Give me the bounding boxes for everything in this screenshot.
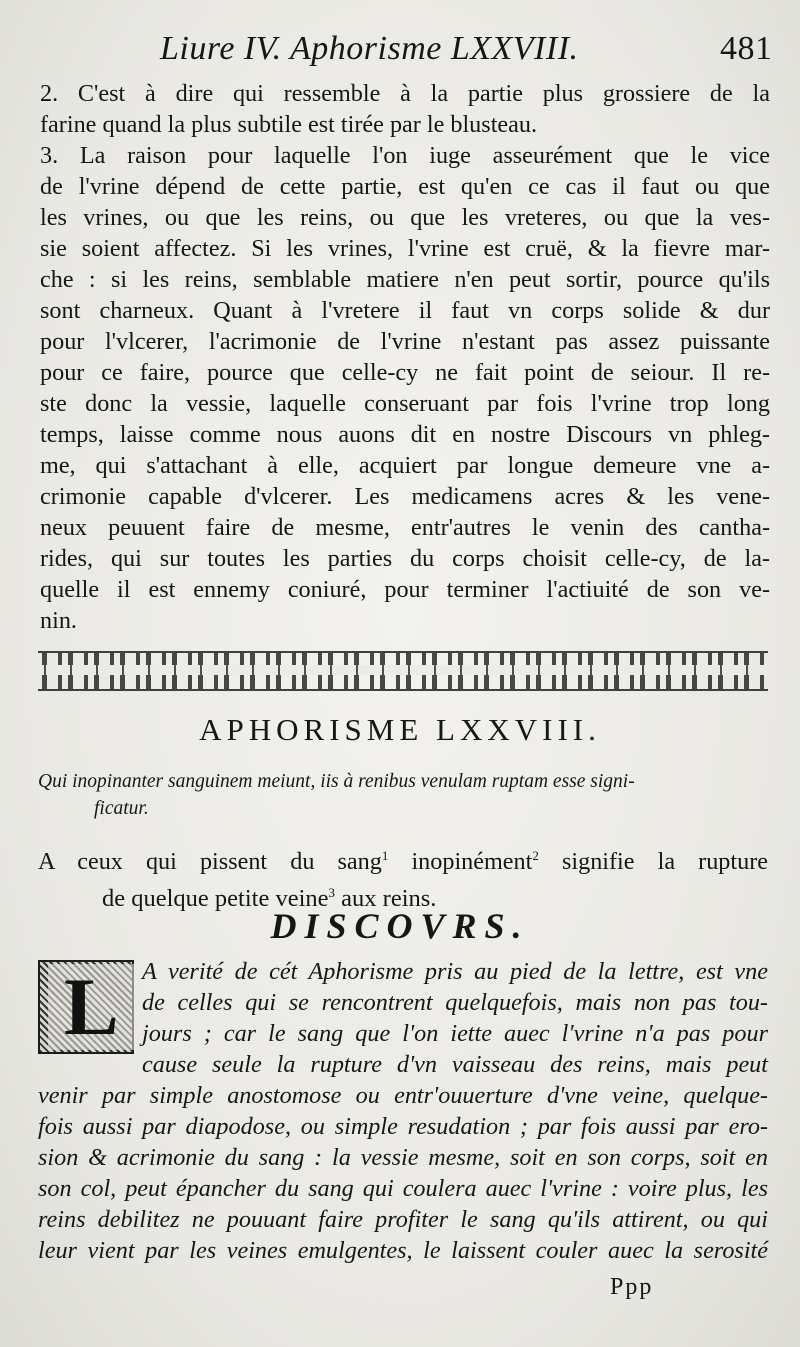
notes-line: pour ce faire, pource que celle-cy ne fait point de seiour. Il re- [40,359,770,386]
notes-line: quelle il est ennemy coniuré, pour terminer l'actiuité de son ve- [40,576,770,603]
french-translation [38,840,768,914]
translation-line: de quelque petite veine$^3$ aux reins. [102,885,437,912]
body-line: cause seule la rupture d'vn vaisseau des reins, mais peut [142,1051,768,1078]
notes-line: nin. [40,607,77,634]
body-line: fois aussi par diapodose, ou simple resudation ; par fois aussi par ero- [38,1113,768,1140]
notes-line: de l'vrine dépend de cette partie, est qu'en ce cas il faut ou que [40,173,770,200]
decorative-ornament-band [38,651,768,691]
body-line: leur vient par les veines emulgentes, le laissent couler auec la serosité [38,1237,768,1264]
notes-line: me, qui s'attachant à elle, acquiert par longue demeure vne a- [40,452,770,479]
notes-line: crimonie capable d'vlcerer. Les medicamens acres & les vene- [40,483,770,510]
notes-line: farine quand la plus subtile est tirée par le blusteau. [40,111,538,138]
header-title: Liure IV. Aphorisme LXXVIII. [160,30,579,67]
signature-mark: Ppp [610,1274,654,1300]
note-marker: 3 [328,885,336,900]
body-line: jours ; car le sang que l'on iette auec l'vrine n'a pas pour [142,1020,768,1047]
body-line: de celles qui se rencontrent quelquefois, mais non pas tou- [142,989,768,1016]
drop-cap-letter: L [48,964,135,1050]
notes-line: sie soient affectez. Si les vrines, l'vrine est cruë, & la fievre mar- [40,235,770,262]
body-line: reins debilitez ne pouuant faire profiter le sang qu'ils attirent, ou qui [38,1206,768,1233]
notes-line: 2. C'est à dire qui ressemble à la partie plus grossiere de la [40,80,770,107]
body-line: A verité de cét Aphorisme pris au pied de la lettre, est vne [142,958,768,985]
notes-line: 3. La raison pour laquelle l'on iuge asseurément que le vice [40,142,770,169]
notes-line: les vrines, ou que les reins, ou que les vreteres, ou que la ves- [40,204,770,231]
notes-line: temps, laisse comme nous auons dit en nostre Discours vn phleg- [40,421,770,448]
notes-line: neux peuuent faire de mesme, entr'autres le venin des cantha- [40,514,770,541]
note-marker: 1 [381,848,389,863]
page-number: 481 [720,30,773,67]
body-line: son col, peut épancher du sang qui coulera auec l'vrine : voire plus, les [38,1175,768,1202]
discours-body [38,956,768,1266]
latin-line: Qui inopinanter sanguinem meiunt, iis à renibus venulam ruptam esse signi- [38,771,635,792]
notes-line: rides, qui sur toutes les parties du corps choisit celle-cy, de la- [40,545,770,572]
running-header [160,30,780,68]
aphorism-title: APHORISME LXXVIII. [199,712,601,747]
notes-line: ste donc la vessie, laquelle conseruant par fois l'vrine trop long [40,390,770,417]
notes-line: pour l'vlcerer, l'acrimonie de l'vrine n'estant pas assez puissante [40,328,770,355]
notes-line: che : si les reins, semblable matiere n'en peut sortir, pource qu'ils [40,266,770,293]
notes-block [40,78,770,636]
translation-line: A ceux qui pissent du sang$^1$ inopinément$^2$ signifie la rupture [38,848,768,875]
latin-aphorism [38,768,768,822]
note-marker: 2 [532,848,539,863]
discours-title: DISCOVRS. [270,906,530,946]
notes-line: sont charneux. Quant à l'vretere il faut vn corps solide & dur [40,297,770,324]
latin-line: ficatur. [94,798,149,819]
body-line: sion & acrimonie du sang : la vessie mesme, soit en son corps, soit en [38,1144,768,1171]
body-line: venir par simple anostomose ou entr'ouuerture d'vne veine, quelque- [38,1082,768,1109]
